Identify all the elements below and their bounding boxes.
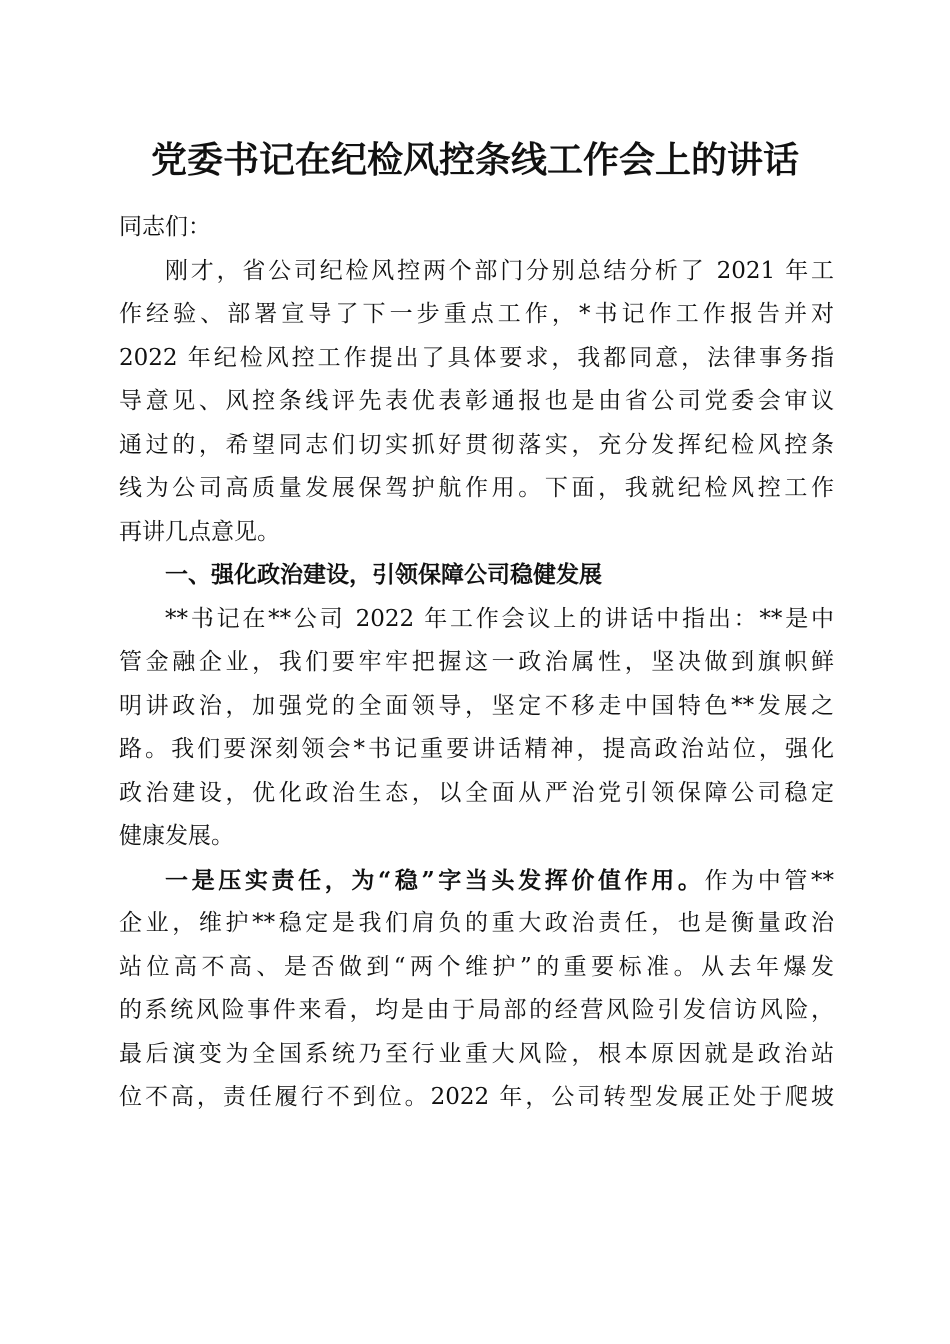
section-heading: 一、强化政治建设，引领保障公司稳健发展	[165, 562, 602, 588]
paragraph-line: 政治建设，优化政治生态，以全面从严治党引领保障公司稳定	[119, 779, 834, 806]
paragraph-line: 线为公司高质量发展保驾护航作用。下面，我就纪检风控工作	[119, 475, 834, 501]
paragraph-line: 管金融企业，我们要牢牢把握这一政治属性，坚决做到旗帜鲜	[119, 649, 834, 675]
paragraph-line: 路。我们要深刻领会*书记重要讲话精神，提高政治站位，强化	[119, 736, 834, 762]
paragraph-line: 2022 年纪检风控工作提出了具体要求，我都同意，法律事务指	[119, 344, 834, 371]
paragraph-opening	[119, 250, 834, 555]
point-lead: 一是压实责任，为“稳”字当头发挥价值作用。	[165, 866, 705, 894]
document-body	[119, 206, 834, 1120]
paragraph-line: **书记在**公司 2022 年工作会议上的讲话中指出：**是中	[165, 605, 834, 632]
paragraph-line: 位不高，责任履行不到位。2022 年，公司转型发展正处于爬坡	[119, 1084, 834, 1110]
paragraph-line: 的系统风险事件来看，均是由于局部的经营风险引发信访风险，	[119, 997, 834, 1023]
paragraph-line: 通过的，希望同志们切实抓好贯彻落实，充分发挥纪检风控条	[119, 431, 834, 458]
paragraph-line	[119, 859, 834, 903]
paragraph-line: 站位高不高、是否做到“两个维护”的重要标准。从去年爆发	[119, 953, 834, 980]
paragraph-line: 健康发展。	[119, 823, 234, 849]
document-title: 党委书记在纪检风控条线工作会上的讲话	[150, 139, 799, 181]
paragraph-line: 企业，维护**稳定是我们肩负的重大政治责任，也是衡量政治	[119, 910, 834, 936]
paragraph-line: 刚才，省公司纪检风控两个部门分别总结分析了 2021 年工	[165, 257, 834, 284]
paragraph-line: 导意见、风控条线评先表优表彰通报也是由省公司党委会审议	[119, 388, 834, 414]
paragraph-section-one	[119, 598, 834, 859]
paragraph-point-one	[119, 859, 834, 1120]
paragraph-line: 作经验、部署宣导了下一步重点工作，*书记作工作报告并对	[119, 301, 834, 327]
paragraph-line: 明讲政治，加强党的全面领导，坚定不移走中国特色**发展之	[119, 692, 834, 719]
point-lead-rest: 作为中管**	[704, 867, 834, 894]
paragraph-line: 再讲几点意见。	[119, 518, 280, 545]
paragraph-line: 最后演变为全国系统乃至行业重大风险，根本原因就是政治站	[119, 1040, 834, 1067]
salutation: 同志们：	[119, 214, 211, 240]
